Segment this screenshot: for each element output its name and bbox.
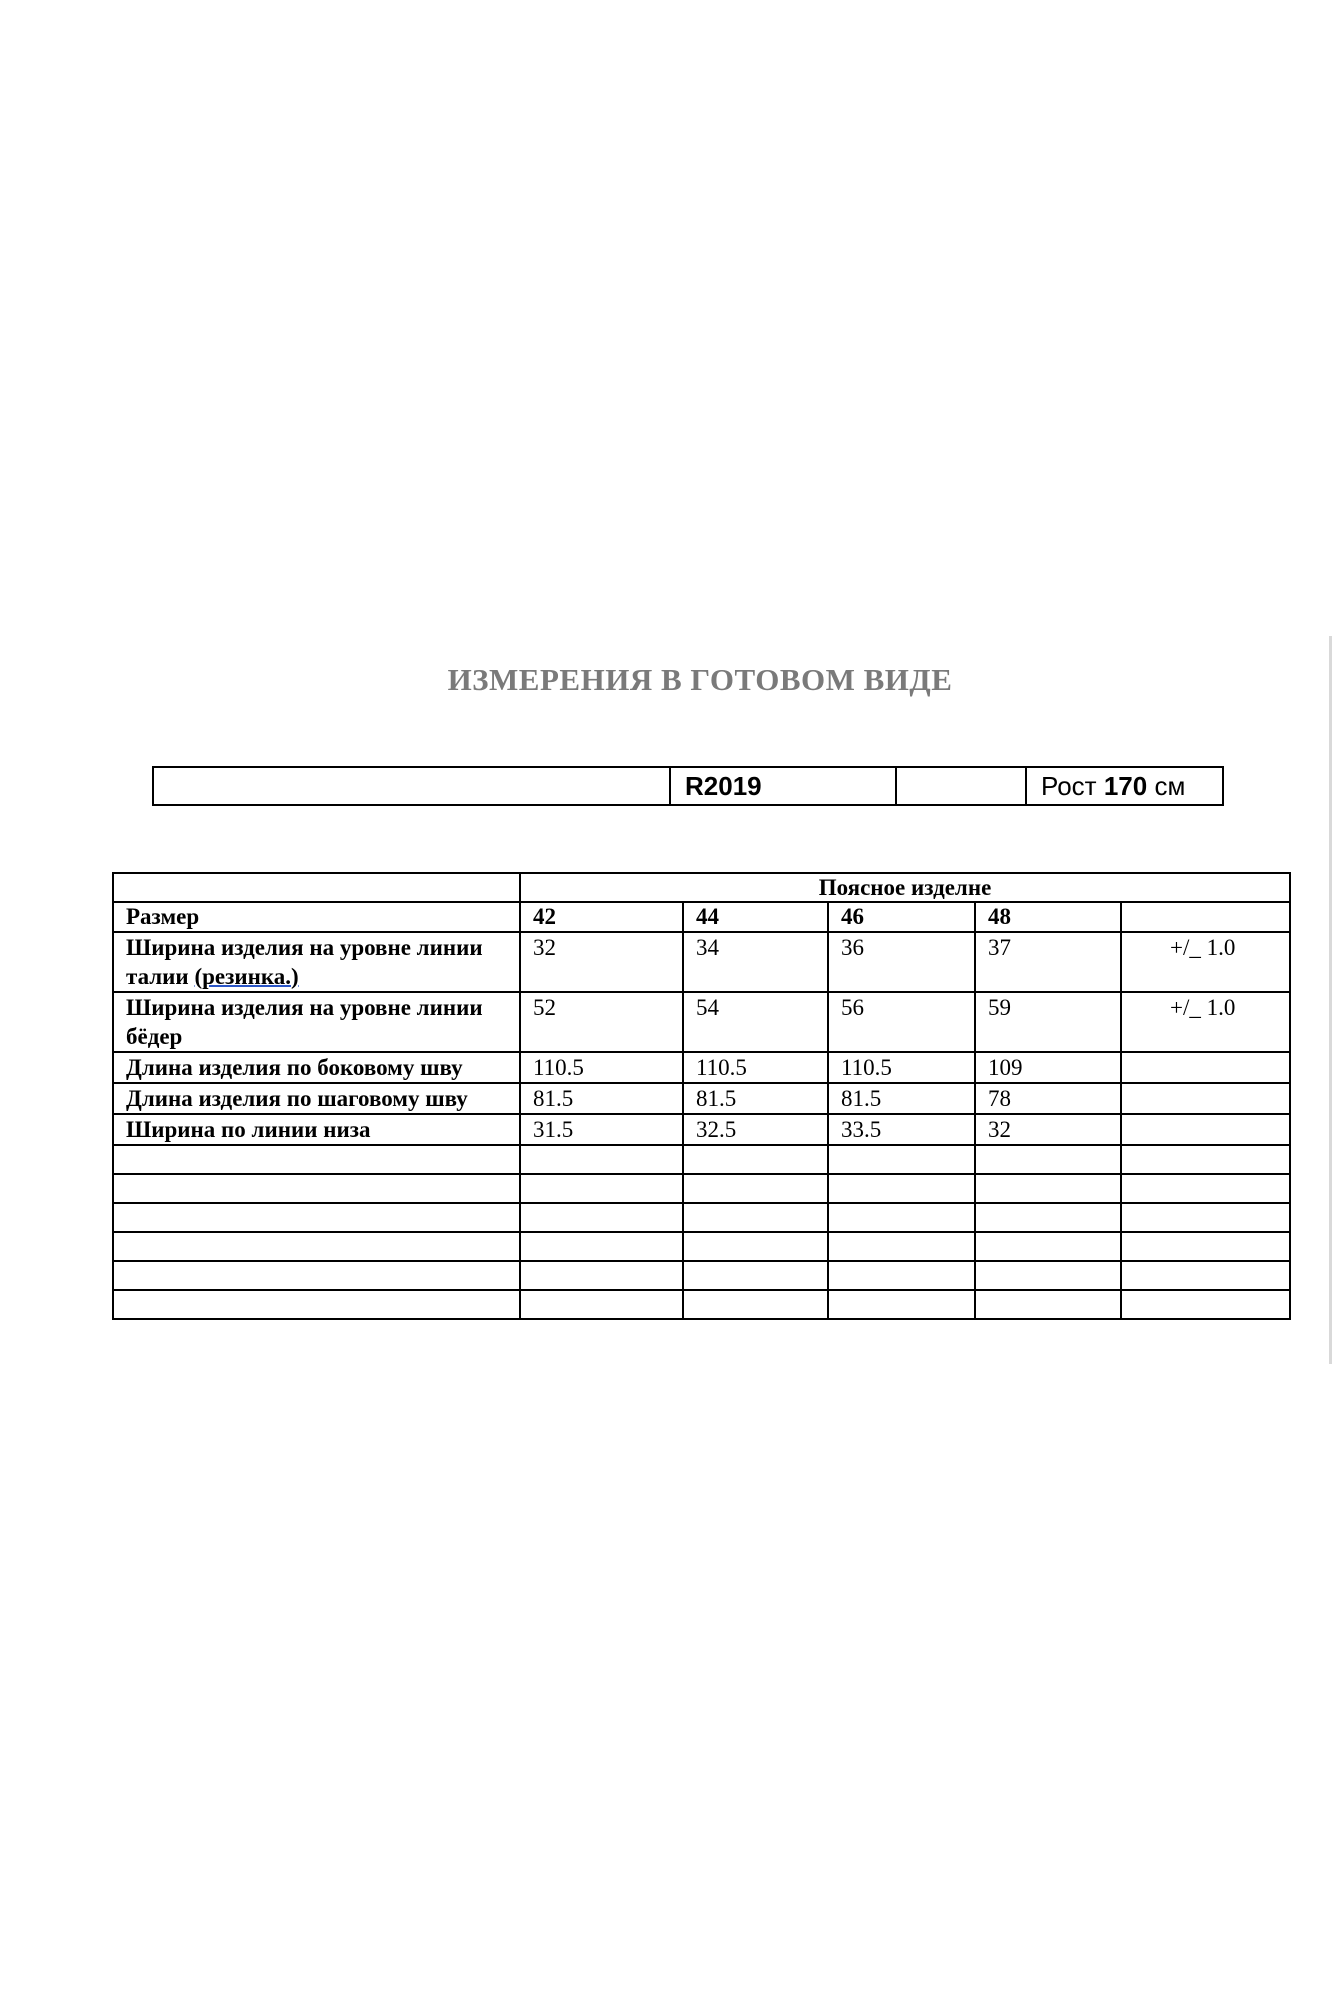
table-cell <box>828 1232 975 1261</box>
value-cell: 109 <box>975 1052 1121 1083</box>
row-label-waist <box>113 932 520 992</box>
row-label-hips <box>113 992 520 1052</box>
value-cell: 110.5 <box>828 1052 975 1083</box>
table-cell <box>975 1145 1121 1174</box>
size-42: 42 <box>520 902 683 932</box>
table-row <box>113 932 1290 992</box>
value-cell: 32 <box>975 1114 1121 1145</box>
value-cell: 32.5 <box>683 1114 828 1145</box>
page-edge-rule <box>1329 636 1332 1364</box>
value-cell: 81.5 <box>683 1083 828 1114</box>
tolerance-cell <box>1121 1083 1290 1114</box>
table-row <box>113 1052 1290 1083</box>
table-cell <box>520 1203 683 1232</box>
table-cell <box>683 1232 828 1261</box>
label-line: Ширина изделия на уровне линии <box>126 935 483 960</box>
value-cell: 34 <box>683 932 828 992</box>
group-header-row <box>113 873 1290 902</box>
table-row <box>113 1083 1290 1114</box>
tolerance-cell <box>1121 1052 1290 1083</box>
table-cell <box>1121 1290 1290 1319</box>
tolerance-cell: +/_ 1.0 <box>1121 932 1290 992</box>
table-cell <box>683 1261 828 1290</box>
table-cell <box>683 1203 828 1232</box>
label-line: бёдер <box>126 1024 183 1049</box>
value-cell: 31.5 <box>520 1114 683 1145</box>
table-cell <box>113 1145 520 1174</box>
size-label: Размер <box>113 902 520 932</box>
row-label-inseam: Длина изделия по шаговому шву <box>113 1083 520 1114</box>
table-cell <box>975 1261 1121 1290</box>
tolerance-cell: +/_ 1.0 <box>1121 992 1290 1052</box>
height-label: Рост <box>1041 771 1097 801</box>
value-cell: 81.5 <box>828 1083 975 1114</box>
size-44: 44 <box>683 902 828 932</box>
model-info-table <box>152 766 1224 806</box>
table-cell <box>975 1290 1121 1319</box>
value-cell: 33.5 <box>828 1114 975 1145</box>
table-cell <box>683 1145 828 1174</box>
value-cell: 56 <box>828 992 975 1052</box>
table-cell <box>113 1290 520 1319</box>
height-value: 170 <box>1103 771 1148 801</box>
empty-row <box>113 1290 1290 1319</box>
table-cell <box>113 1232 520 1261</box>
table-cell <box>1121 1145 1290 1174</box>
table-cell <box>828 1261 975 1290</box>
table-cell <box>1121 1174 1290 1203</box>
table-cell <box>520 1145 683 1174</box>
size-header-row <box>113 902 1290 932</box>
table-cell <box>828 1203 975 1232</box>
info-empty-cell <box>153 767 670 805</box>
value-cell: 52 <box>520 992 683 1052</box>
table-row <box>113 1114 1290 1145</box>
label-line: Ширина изделия на уровне линии <box>126 995 483 1020</box>
table-cell <box>975 1174 1121 1203</box>
empty-row <box>113 1174 1290 1203</box>
value-cell: 36 <box>828 932 975 992</box>
value-cell: 78 <box>975 1083 1121 1114</box>
value-cell: 110.5 <box>683 1052 828 1083</box>
empty-row <box>113 1261 1290 1290</box>
value-cell: 59 <box>975 992 1121 1052</box>
table-cell <box>520 1290 683 1319</box>
empty-row <box>113 1145 1290 1174</box>
group-header: Поясное изделне <box>520 873 1290 902</box>
table-cell <box>975 1232 1121 1261</box>
table-cell <box>828 1290 975 1319</box>
table-cell <box>520 1232 683 1261</box>
height-cell <box>1026 767 1223 805</box>
tolerance-cell <box>1121 1114 1290 1145</box>
row-label-side-seam: Длина изделия по боковому шву <box>113 1052 520 1083</box>
table-cell <box>520 1174 683 1203</box>
model-code: R2019 <box>670 767 896 805</box>
table-cell <box>1121 902 1290 932</box>
table-cell <box>113 1203 520 1232</box>
info-empty-cell <box>896 767 1026 805</box>
measurements-table <box>112 872 1291 1320</box>
value-cell: 110.5 <box>520 1052 683 1083</box>
table-cell <box>1121 1261 1290 1290</box>
value-cell: 37 <box>975 932 1121 992</box>
table-cell <box>975 1203 1121 1232</box>
model-info-row <box>153 767 1223 805</box>
empty-row <box>113 1203 1290 1232</box>
value-cell: 81.5 <box>520 1083 683 1114</box>
size-46: 46 <box>828 902 975 932</box>
table-cell <box>113 1261 520 1290</box>
table-cell <box>683 1174 828 1203</box>
document-title: ИЗМЕРЕНИЯ В ГОТОВОМ ВИДЕ <box>447 662 953 697</box>
value-cell: 32 <box>520 932 683 992</box>
table-cell <box>113 1174 520 1203</box>
table-cell <box>828 1145 975 1174</box>
table-cell <box>1121 1232 1290 1261</box>
table-cell <box>520 1261 683 1290</box>
table-cell <box>828 1174 975 1203</box>
label-marked-text: (резинка.) <box>194 964 299 989</box>
label-line: талии <box>126 964 195 989</box>
table-row <box>113 992 1290 1052</box>
table-cell <box>113 873 520 902</box>
table-cell <box>683 1290 828 1319</box>
value-cell: 54 <box>683 992 828 1052</box>
empty-row <box>113 1232 1290 1261</box>
table-cell <box>1121 1203 1290 1232</box>
height-unit: см <box>1154 771 1186 801</box>
size-48: 48 <box>975 902 1121 932</box>
row-label-hem-width: Ширина по линии низа <box>113 1114 520 1145</box>
